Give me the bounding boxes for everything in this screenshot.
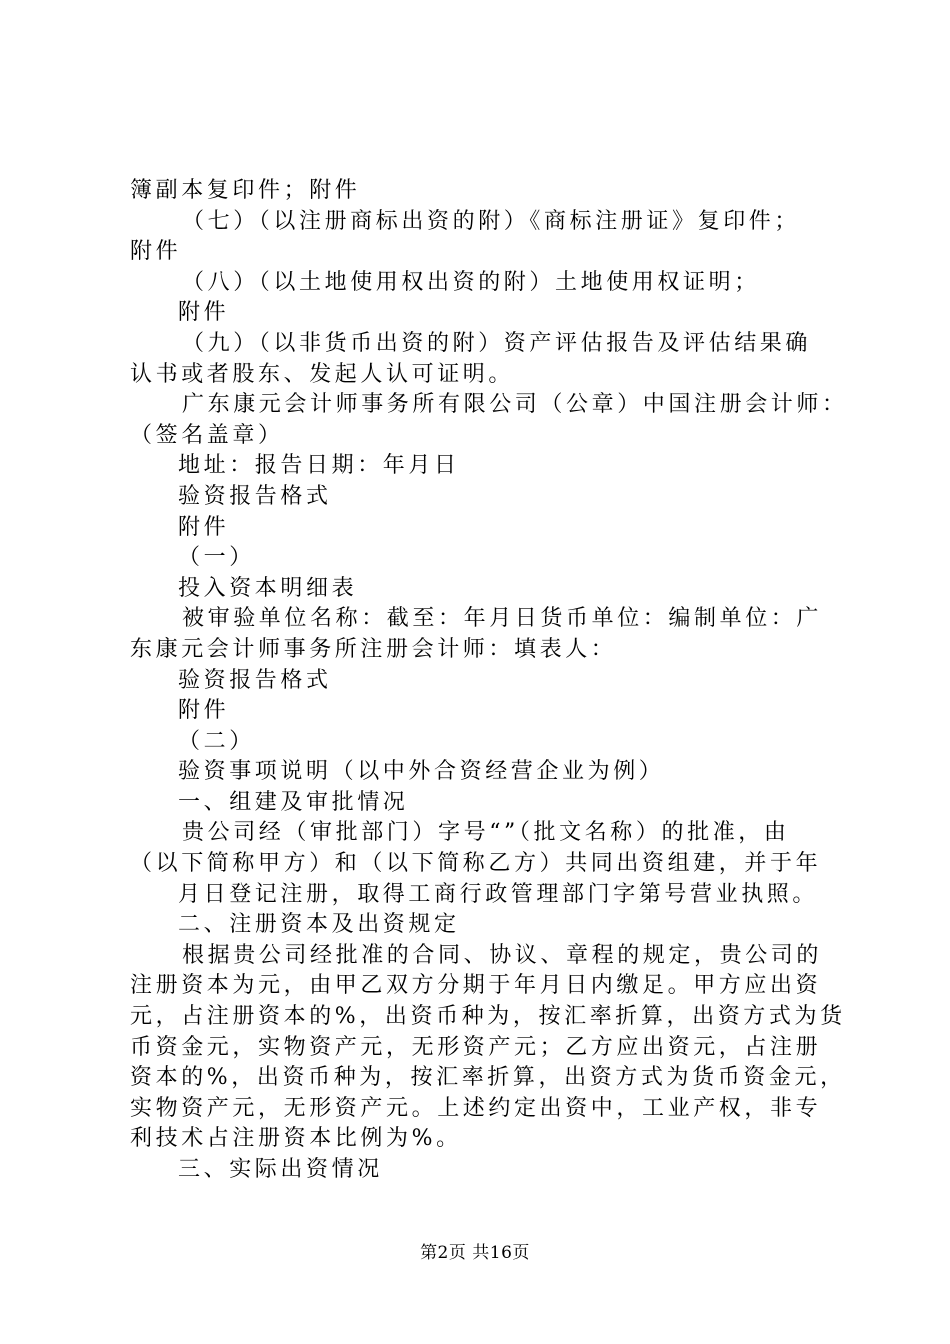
text-line: 验资报告格式 [178,483,332,509]
text-line: 二、注册资本及出资规定 [178,912,460,938]
text-line: （二） [178,728,255,754]
text-line: 验资事项说明（以中外合资经营企业为例） [178,759,665,785]
text-line: 三、实际出资情况 [178,1157,383,1182]
text-line: （签名盖章） [130,422,284,448]
text-line: 附件 [178,514,230,540]
text-line: 认书或者股东、发起人认可证明。 [130,361,515,387]
text-line: 元，占注册资本的%，出资币种为，按汇率折算，出资方式为货 [130,1004,846,1030]
text-line: 注册资本为元，由甲乙双方分期于年月日内缴足。甲方应出资 [130,973,822,999]
text-line: 根据贵公司经批准的合同、协议、章程的规定，贵公司的 [182,942,823,968]
text-line: 东康元会计师事务所注册会计师：填表人： [130,636,617,662]
text-line: 贵公司经（审批部门）字号“”（批文名称）的批准，由 [182,820,790,846]
text-line: 被审验单位名称：截至：年月日货币单位：编制单位：广 [182,606,823,632]
text-line: 地址：报告日期：年月日 [178,453,460,479]
text-line: 实物资产元，无形资产元。上述约定出资中，工业产权，非专 [130,1095,822,1121]
text-line: 月日登记注册，取得工商行政管理部门字第号营业执照。 [178,881,819,907]
text-line: 附件 [130,239,182,265]
text-line: 币资金元，实物资产元，无形资产元；乙方应出资元，占注册 [130,1034,822,1060]
text-line: 资本的%，出资币种为，按汇率折算，出资方式为货币资金元， [130,1065,846,1091]
text-line: 广东康元会计师事务所有限公司（公章）中国注册会计师： [182,392,848,418]
text-line: （一） [178,545,255,571]
page-number: 第2页 共16页 [420,1243,530,1263]
page-footer [0,1243,950,1263]
text-line: 验资报告格式 [178,667,332,693]
text-line: 一、组建及审批情况 [178,789,409,815]
text-line: 簿副本复印件；附件 [130,178,361,203]
text-line: （七）（以注册商标出资的附）《商标注册证》复印件； [182,208,801,234]
text-line: 利技术占注册资本比例为%。 [130,1126,462,1152]
text-line: （八）（以土地使用权出资的附）土地使用权证明； [182,269,760,295]
text-line: （九）（以非货币出资的附）资产评估报告及评估结果确 [182,330,812,356]
text-line: 附件 [178,698,230,724]
text-line: 投入资本明细表 [178,575,358,601]
text-line: （以下简称甲方）和（以下简称乙方）共同出资组建，并于年 [130,851,822,877]
text-line: 附件 [178,300,230,326]
document-body [130,176,848,1186]
